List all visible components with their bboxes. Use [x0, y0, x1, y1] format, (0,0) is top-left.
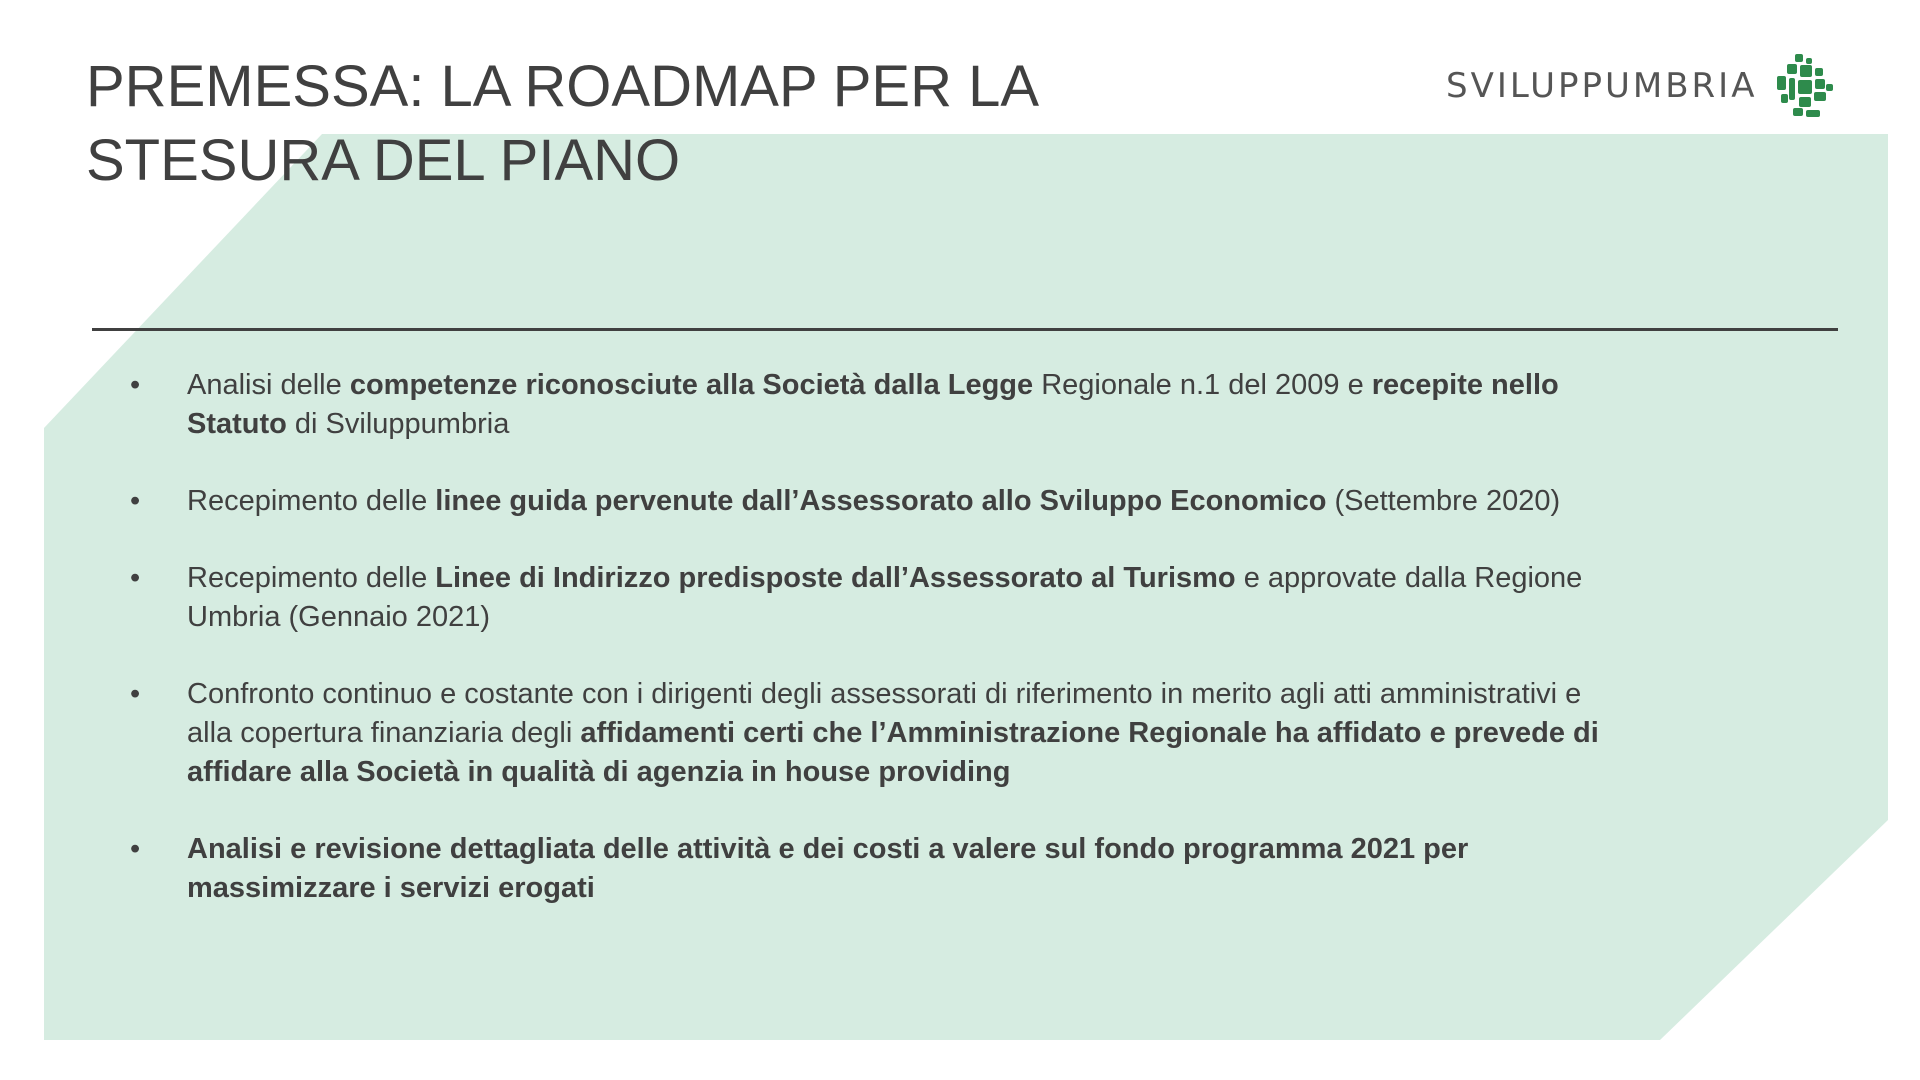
sviluppumbria-logo-icon	[1773, 52, 1835, 120]
bullet-dot: •	[130, 678, 141, 710]
bullet-dot: •	[130, 485, 141, 517]
page-title-line-1: PREMESSA: LA ROADMAP PER LA	[86, 54, 1040, 119]
bullet-item	[130, 482, 1630, 521]
bullet-text-bold: linee guida pervenute dall’Assessorato allo Sviluppo Economico	[435, 485, 1327, 517]
bullet-list	[130, 366, 1630, 946]
page-title-line-2: STESURA DEL PIANO	[86, 128, 681, 193]
bullet-item	[130, 559, 1630, 637]
logo-text: SVILUPPUMBRIA	[1446, 66, 1758, 106]
bullet-item	[130, 675, 1630, 792]
bullet-text: e approvate dalla Regione Umbria (Gennaio 2021)	[187, 562, 1583, 633]
bullet-text: di Sviluppumbria	[286, 408, 510, 440]
bullet-text-bold: affidamenti certi che l’Amministrazione Regionale ha affidato e prevede di affidare alla Società in qualità di agenzia in house providing	[187, 717, 1599, 788]
bullet-dot: •	[130, 562, 141, 594]
bullet-dot: •	[130, 369, 141, 401]
bullet-dot: •	[130, 833, 141, 865]
bullet-text: (Settembre 2020)	[1326, 485, 1561, 517]
bullet-text-bold: recepite nello Statuto	[187, 369, 1559, 440]
bullet-text-bold: Analisi e revisione dettagliata delle attività e dei costi a valere sul fondo programma 2021 per massimizzare i servizi erogati	[187, 833, 1469, 904]
bullet-text-bold: Linee di Indirizzo predisposte dall’Assessorato al Turismo	[435, 562, 1236, 594]
bullet-text: Regionale n.1 del 2009 e	[1033, 369, 1372, 401]
bullet-text: Analisi delle	[187, 369, 350, 401]
bullet-item	[130, 366, 1630, 444]
bullet-text-bold: competenze riconosciute alla Società dalla Legge	[349, 369, 1034, 401]
sviluppumbria-logo	[1446, 50, 1866, 122]
bullet-text: Recepimento delle	[187, 485, 436, 517]
page-title	[86, 50, 1039, 198]
bullet-item	[130, 830, 1630, 908]
bullet-text: Recepimento delle	[187, 562, 436, 594]
bullet-text: Confronto continuo e costante con i dirigenti degli assessorati di riferimento in merito agli atti amministrativi e alla copertura finanziaria degli	[187, 678, 1582, 749]
title-divider	[92, 328, 1838, 331]
